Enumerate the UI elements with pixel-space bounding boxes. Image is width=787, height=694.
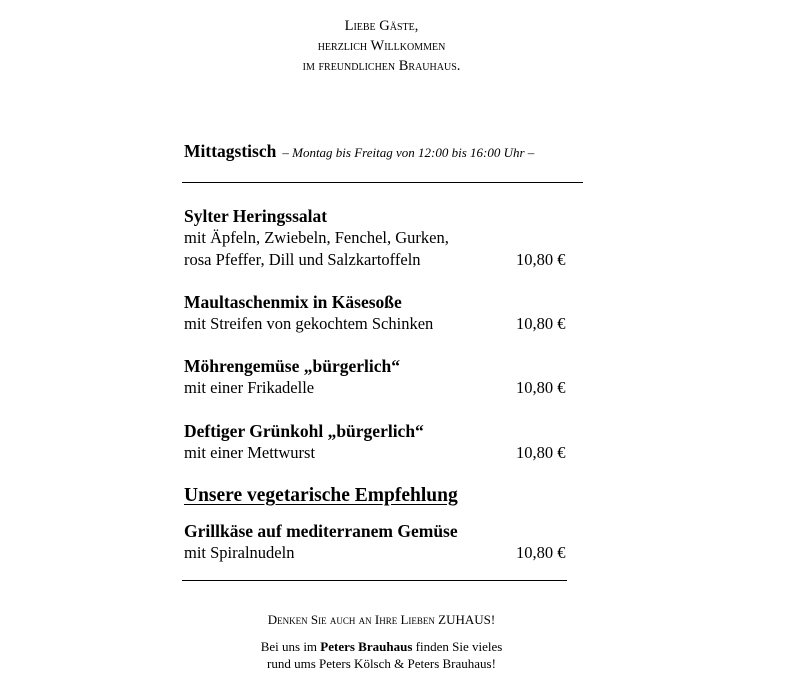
greeting-line-2: herzlich Willkommen: [317, 38, 446, 54]
dish-name: Grillkäse auf mediterranem Gemüse: [184, 521, 458, 541]
brand-name: Peters Brauhaus: [320, 639, 413, 654]
dish-price: 10,80 €: [516, 443, 566, 462]
top-divider: [182, 182, 583, 183]
dish-name: Maultaschenmix in Käsesoße: [184, 292, 402, 312]
lunch-title: Mittagstisch: [184, 141, 277, 161]
greeting-line-1: Liebe Gäste,: [344, 18, 419, 34]
dish-name: Möhrengemüse „bürgerlich“: [184, 356, 400, 376]
dish-price: 10,80 €: [516, 314, 566, 333]
footer-line-2: [0, 638, 763, 655]
dish-price: 10,80 €: [516, 543, 566, 562]
footer-reminder: Denken Sie auch an Ihre Lieben ZUHAUS!: [267, 612, 496, 627]
vegetarian-heading: Unsere vegetarische Empfehlung: [184, 485, 458, 506]
dish-description-line: mit Spiralnudeln: [184, 543, 295, 562]
greeting-block: [0, 16, 763, 76]
dish-name: Sylter Heringssalat: [184, 206, 328, 226]
dish-description-line: mit einer Frikadelle: [184, 378, 315, 397]
dish-description-line: mit einer Mettwurst: [184, 443, 316, 462]
footer-line-3: rund ums Peters Kölsch & Peters Brauhaus!: [267, 656, 496, 671]
dish-price: 10,80 €: [516, 250, 566, 269]
footer-text: finden Sie vieles: [412, 639, 503, 654]
bottom-divider: [182, 580, 567, 581]
dish-description-line: mit Äpfeln, Zwiebeln, Fenchel, Gurken,: [184, 228, 449, 247]
footer-text: Bei uns im: [260, 639, 321, 654]
dish-description-line: mit Streifen von gekochtem Schinken: [184, 314, 434, 333]
dish-description-line: rosa Pfeffer, Dill und Salzkartoffeln: [184, 250, 421, 269]
lunch-heading: [184, 141, 534, 162]
dish-name: Deftiger Grünkohl „bürgerlich“: [184, 421, 424, 441]
greeting-line-3: im freundlichen Brauhaus.: [302, 58, 461, 74]
lunch-hours: – Montag bis Freitag von 12:00 bis 16:00 Uhr –: [282, 145, 535, 160]
dish-price: 10,80 €: [516, 378, 566, 397]
